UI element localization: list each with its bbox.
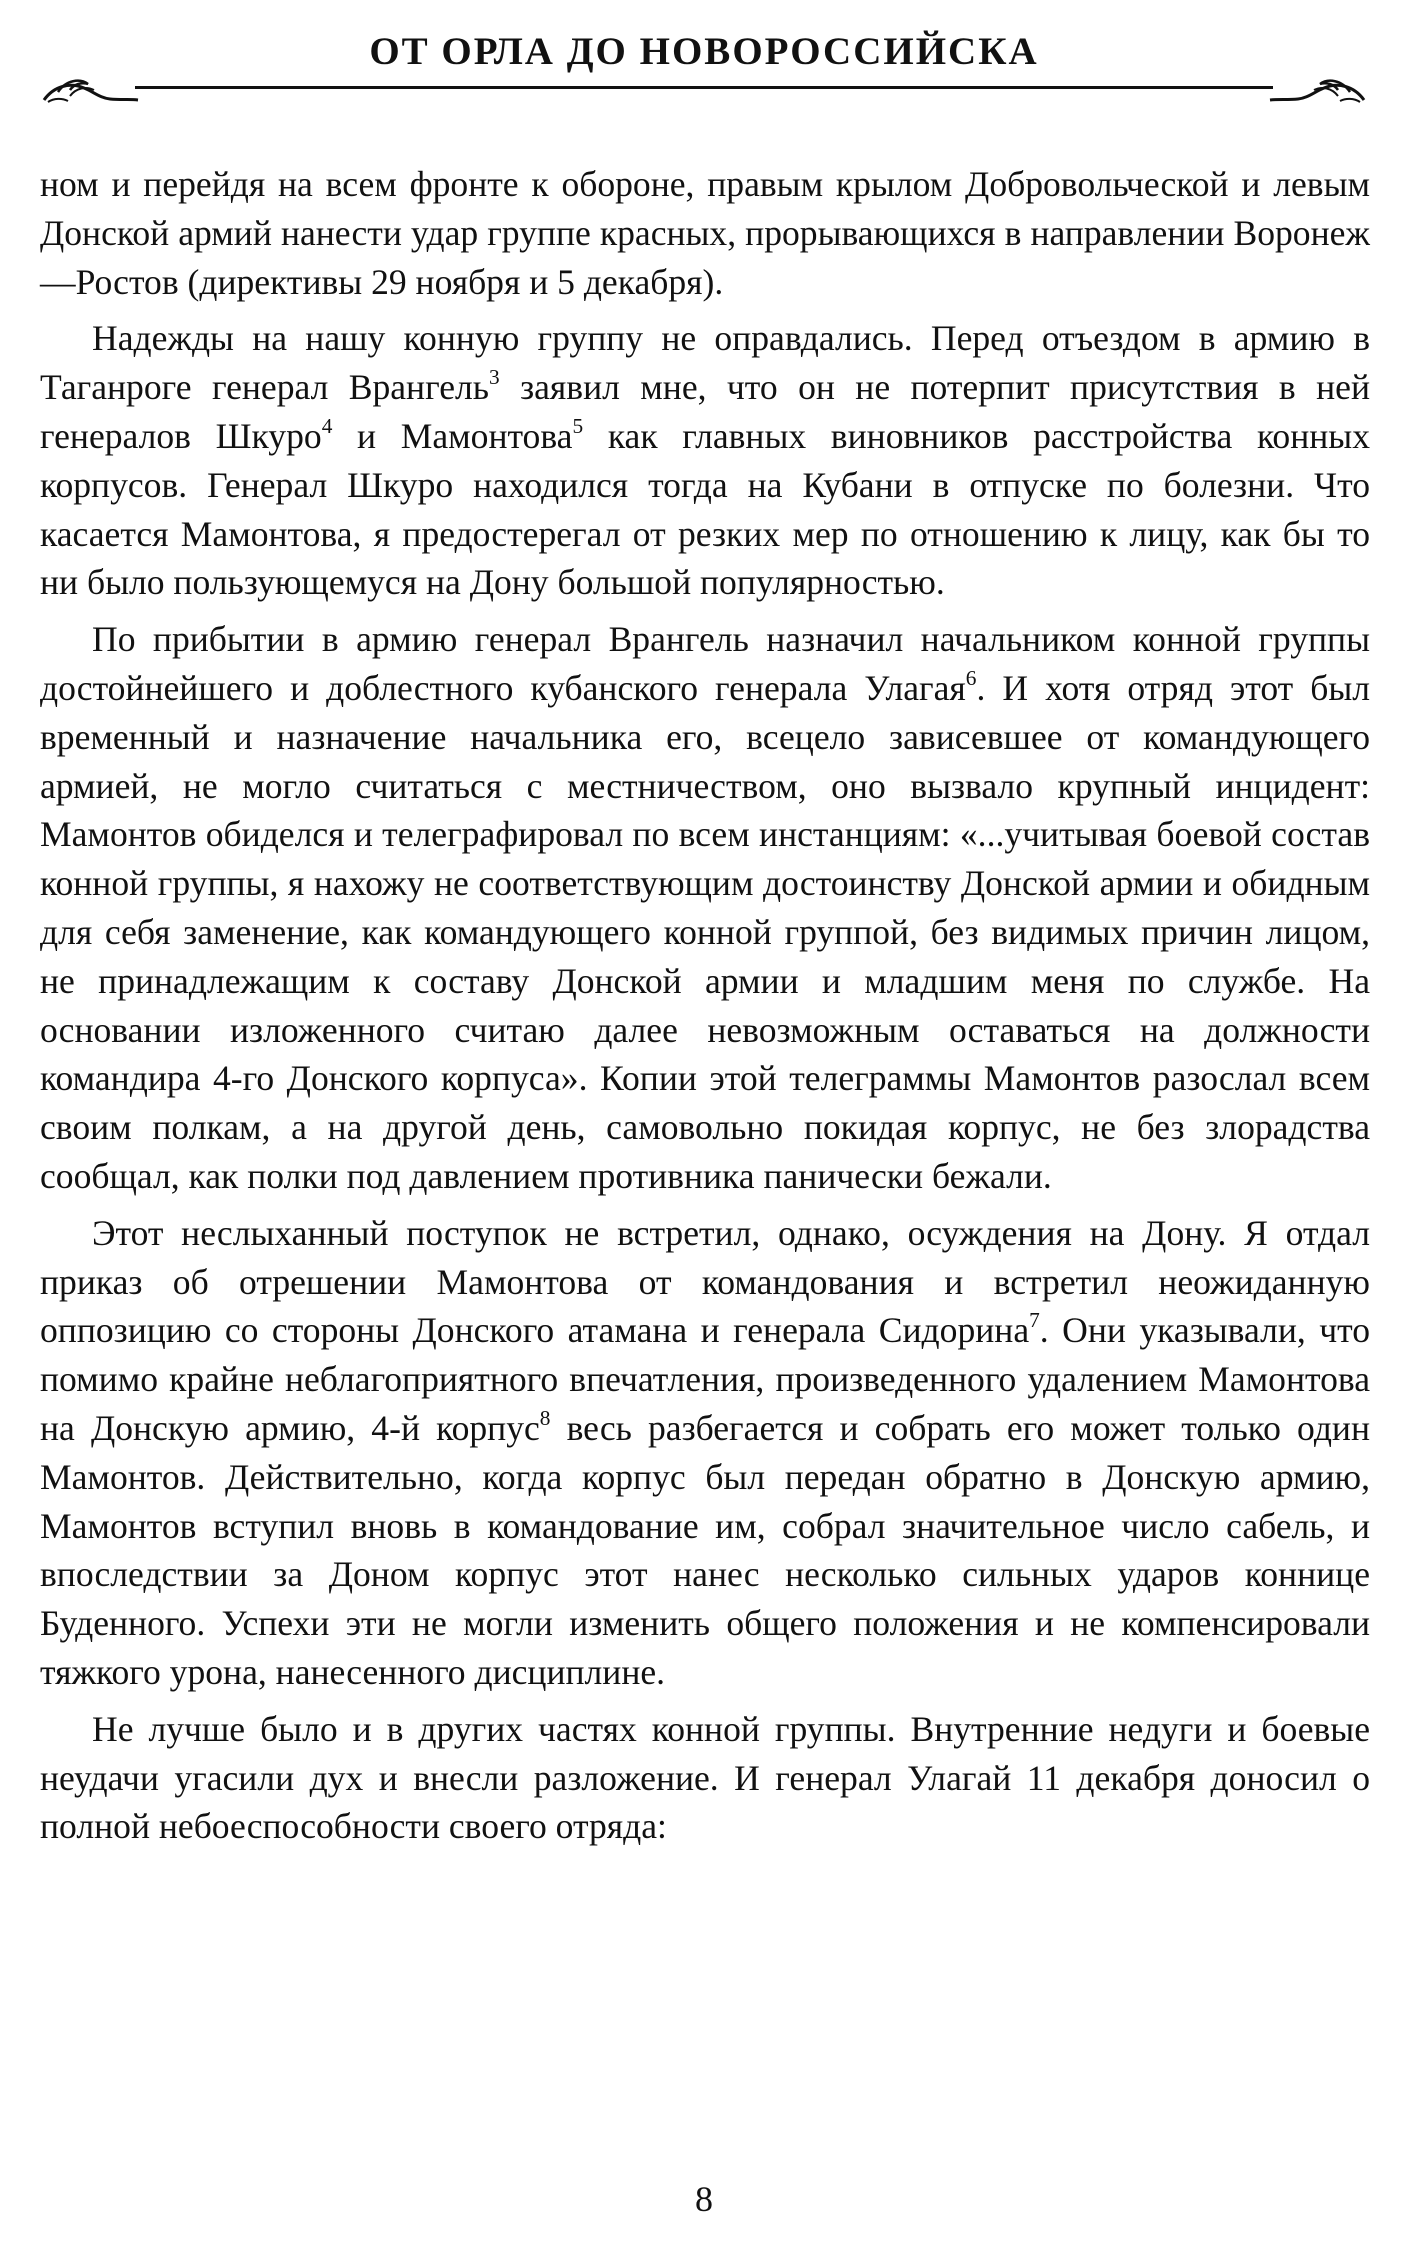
header-rule [135, 86, 1273, 89]
paragraph-text: Этот неслыханный поступок не встретил, однако, осуждения на Дону. Я отдал приказ об отрешении Мамонтова от командования и встретил неожиданную оппозицию со стороны Донского атамана и генерала Сидорина [40, 1212, 1370, 1351]
footnote-ref[interactable]: 4 [321, 414, 333, 439]
running-head-title: ОТ ОРЛА ДО НОВОРОССИЙСКА [369, 30, 1039, 73]
footnote-ref[interactable]: 5 [572, 414, 584, 439]
paragraph-text: весь разбегается и собрать его может только один Мамонтов. Действительно, когда корпус был передан обратно в Донскую армию, Мамонтов вступил вновь в командование им, собрал значительное число сабель, и впоследствии за Доном корпус этот нанес несколько сильных ударов коннице Буденного. Успехи эти не могли изменить общего положения и не компенсировали тяжкого урона, нанесенного дисциплине. [40, 1407, 1371, 1692]
paragraph-text: и Мамонтова [332, 415, 573, 456]
paragraph-continuation [40, 160, 1370, 306]
footnote-ref[interactable]: 6 [965, 666, 977, 691]
paragraph-text: заявил мне, что он не потерпит присутствия в ней генералов Шкуро [40, 367, 1371, 456]
page-number: 8 [695, 2179, 713, 2219]
footnote-ref[interactable]: 3 [489, 365, 500, 390]
paragraph-mamontov [40, 1209, 1370, 1697]
paragraph-text: . И хотя отряд этот был временный и назначение начальника его, всецело зависевшее от командующего армией, не могло считаться с местничеством, оно вызвало крупный инцидент: Мамонтов обиделся и телеграфировал по всем инстанциям: «...учитывая боевой состав конной группы, я нахожу не соответствующим достоинству Донской армии и обидным для себя заменение, как командующего конной группой, без видимых причин лицом, не принадлежащим к составу Донской армии и младшим меня по службе. На основании изложенного считаю далее невозможным оставаться на должности командира 4-го Донского корпуса». Копии этой телеграммы Мамонтов разослал всем своим полкам, а на другой день, самовольно покидая корпус, не без злорадства сообщал, как полки под давлением противника панически бежали. [40, 667, 1370, 1196]
right-flourish-ornament [1268, 68, 1368, 108]
left-flourish-ornament [40, 68, 140, 108]
paragraph-text: как главных виновников расстройства конных корпусов. Генерал Шкуро находился тогда на Кубани в отпуске по болезни. Что касается Мамонтова, я предостерегал от резких мер по отношению к лицу, как бы то ни было пользующемуся на Дону большой популярностью. [40, 415, 1370, 603]
footnote-ref[interactable]: 7 [1029, 1308, 1040, 1333]
paragraph-text: По прибытии в армию генерал Врангель назначил начальником конной группы достойнейшего и доблестного кубанского генерала Улагая [40, 619, 1370, 708]
paragraph-ulagai [40, 615, 1370, 1201]
paragraph-text: Не лучше было и в других частях конной группы. Внутренние недуги и боевые неудачи угасили дух и внесли разложение. И генерал Улагай 11 декабря доносил о полной небоеспособности своего отряда: [40, 1708, 1370, 1847]
paragraph-text: . Они указывали, что помимо крайне неблагоприятного впечатления, произведенного удалением Мамонтова на Донскую армию, 4-й корпус [40, 1310, 1370, 1448]
main-text [40, 160, 1370, 1859]
footnote-ref[interactable]: 8 [539, 1405, 551, 1430]
paragraph-text: ном и перейдя на всем фронте к обороне, правым крылом Добровольческой и левым Донской армий нанести удар группе красных, прорывающихся в направлении Воронеж—Ростов (директивы 29 ноября и 5 декабря). [40, 164, 1370, 302]
paragraph-wrangel [40, 314, 1370, 607]
running-header [40, 28, 1368, 98]
paragraph-text: Надежды на нашу конную группу не оправдались. Перед отъездом в армию в Таганроге генерал Врангель [40, 318, 1370, 408]
paragraph-cavalry [40, 1705, 1370, 1851]
